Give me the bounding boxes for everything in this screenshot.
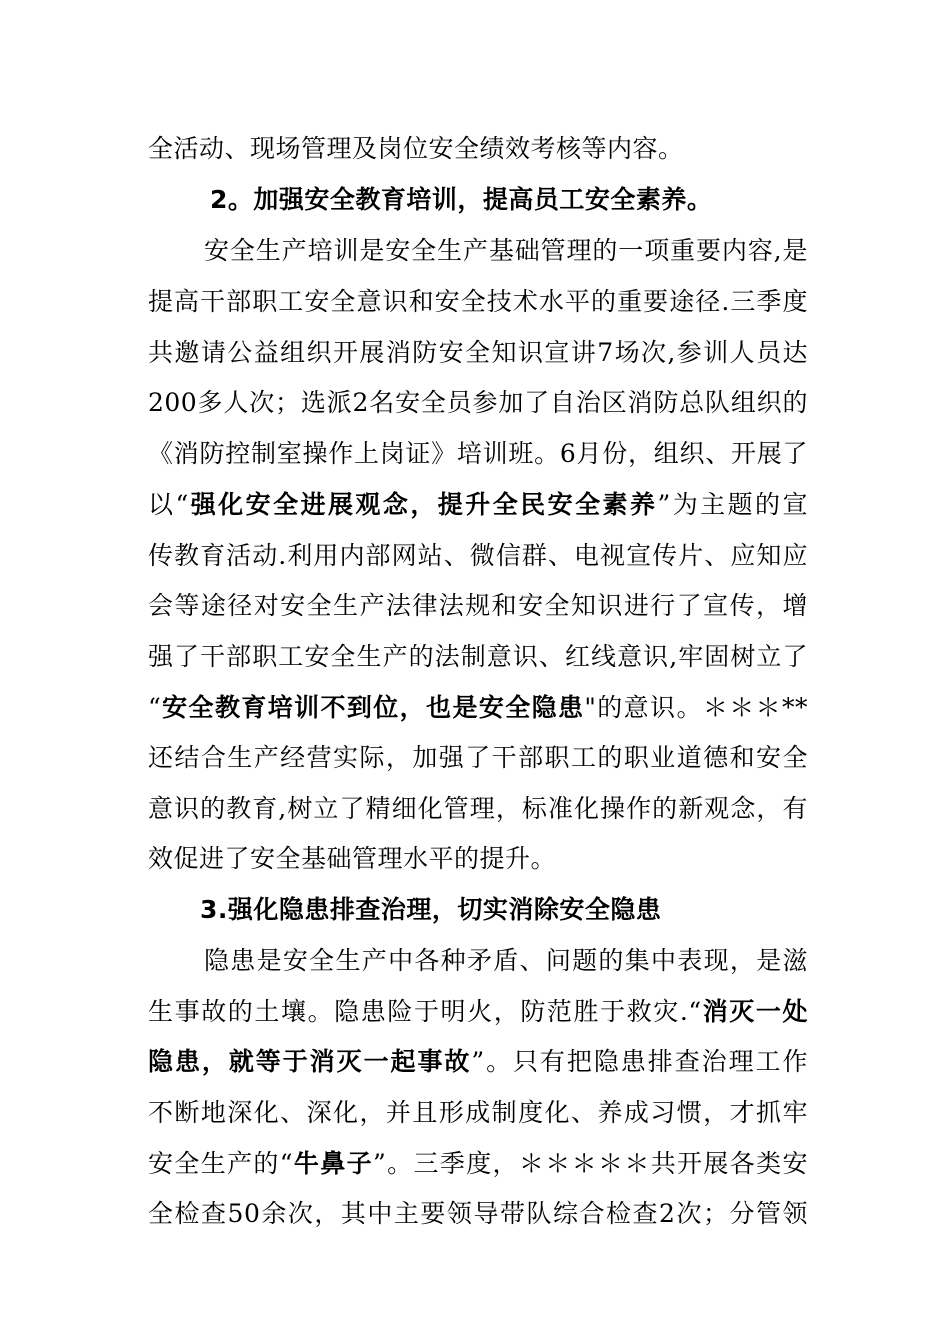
paragraph-line [148, 386, 808, 420]
text-run: 安全生产培训是安全生产基础管理的一项重要内容,是 [204, 236, 808, 265]
bold-phrase: 牛鼻子 [293, 1149, 373, 1178]
text-run: ”。三季度，＊＊＊＊＊共开展各类安 [373, 1149, 808, 1178]
section-heading-2 [210, 183, 730, 217]
heading-text: 3.强化隐患排查治理，切实消除安全隐患 [200, 895, 662, 924]
paragraph-line [148, 1197, 808, 1231]
text-run: 共邀请公益组织开展消防安全知识宣讲7场次,参训人员达 [148, 338, 808, 367]
text-run: 以“ [148, 490, 189, 519]
text-run: 效促进了安全基础管理水平的提升。 [148, 844, 557, 873]
bold-slogan: 消灭一处 [701, 997, 808, 1026]
text-run: 提高干部职工安全意识和安全技术水平的重要途径.三季度 [148, 287, 808, 316]
text-run: 全检查50余次，其中主要领导带队综合检查2次；分管领 [148, 1199, 808, 1228]
text-run: 还结合生产经营实际，加强了干部职工的职业道德和安全 [148, 743, 808, 772]
heading-text: 2。加强安全教育培训，提高员工安全素养。 [210, 185, 713, 214]
text-run: 不断地深化、深化，并且形成制度化、养成习惯，才抓牢 [148, 1098, 808, 1127]
text-run: 强了干部职工安全生产的法制意识、红线意识,牢固树立了 [148, 642, 808, 671]
paragraph-line [148, 589, 808, 623]
text-run: 意识的教育,树立了精细化管理，标准化操作的新观念，有 [148, 794, 808, 823]
paragraph-line [148, 285, 808, 319]
text-run: 生事故的土壤。隐患险于明火，防范胜于救灾.“ [148, 997, 702, 1026]
text-run: "的意识。＊＊＊** [584, 693, 808, 722]
paragraph-line [148, 437, 808, 471]
paragraph-line [148, 1096, 808, 1130]
section-heading-3 [200, 893, 720, 927]
paragraph-line [148, 741, 808, 775]
paragraph-line [204, 234, 808, 268]
text-run: 200多人次；选派2名安全员参加了自治区消防总队组织的 [148, 388, 808, 417]
paragraph-line [148, 691, 808, 725]
text-run: 隐患是安全生产中各种矛盾、问题的集中表现，是滋 [204, 946, 808, 975]
text-run: 《消防控制室操作上岗证》培训班。6月份，组织、开展了 [148, 439, 808, 468]
paragraph-line [148, 539, 808, 573]
text-run: “ [148, 693, 162, 722]
text-run: 安全生产的“ [148, 1149, 294, 1178]
paragraph-line [148, 1045, 808, 1079]
paragraph-line [148, 640, 808, 674]
paragraph-line [148, 488, 808, 522]
text-run: 传教育活动.利用内部网站、微信群、电视宣传片、应知应 [148, 541, 808, 570]
bold-slogan: 强化安全进展观念，提升全民安全素养 [188, 490, 658, 519]
paragraph-line [148, 792, 808, 826]
paragraph-line [148, 995, 808, 1029]
bold-slogan: 安全教育培训不到位，也是安全隐患 [161, 693, 585, 722]
paragraph-line [148, 336, 808, 370]
paragraph-line [148, 1147, 808, 1181]
paragraph-line [148, 132, 808, 166]
paragraph-line [204, 944, 808, 978]
text-run: 会等途径对安全生产法律法规和安全知识进行了宣传，增 [148, 591, 808, 620]
paragraph-line [148, 842, 808, 876]
text-run: 全活动、现场管理及岗位安全绩效考核等内容。 [148, 134, 684, 163]
bold-slogan: 隐患，就等于消灭一起事故 [148, 1047, 472, 1076]
text-run: ”为主题的宣 [657, 490, 809, 519]
text-run: ”。只有把隐患排查治理工作 [471, 1047, 808, 1076]
